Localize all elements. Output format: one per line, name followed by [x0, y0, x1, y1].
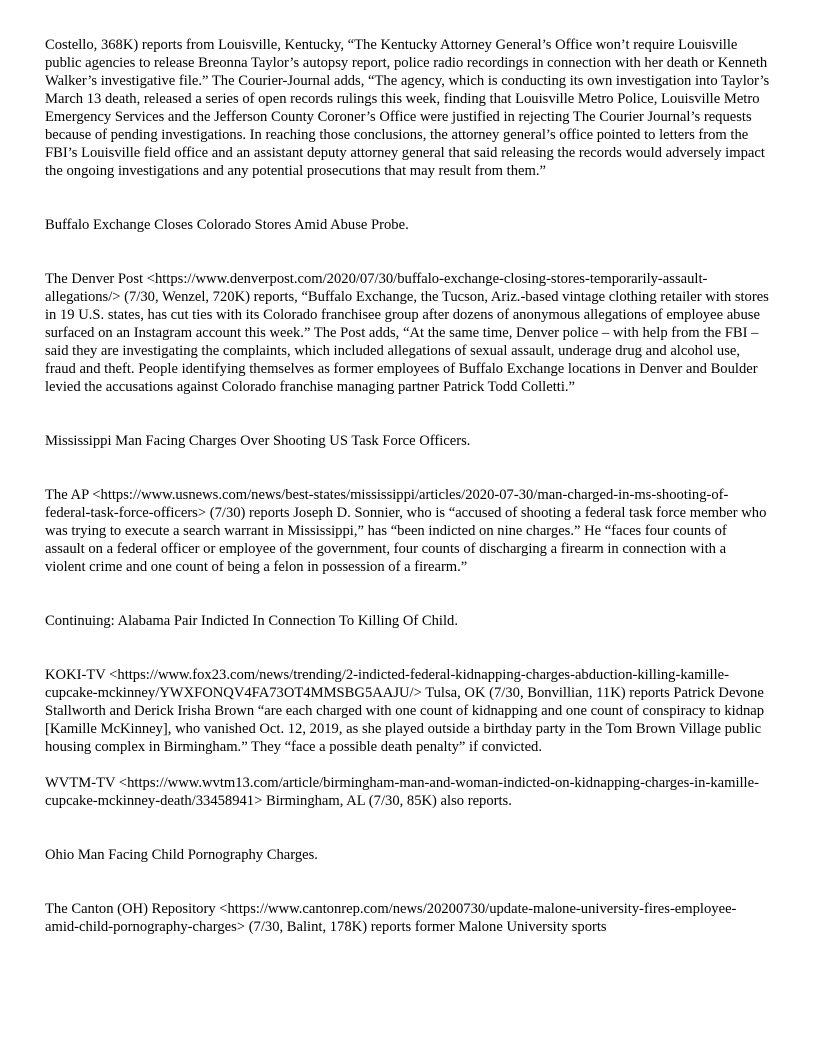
spacer	[45, 234, 770, 270]
headline-buffalo-exchange: Buffalo Exchange Closes Colorado Stores Amid Abuse Probe.	[45, 217, 409, 233]
article-paragraph-breonna-taylor: Costello, 368K) reports from Louisville, Kentucky, “The Kentucky Attorney General’s Office won’t require Louisville public agencies to release Breonna Taylor’s autopsy report, police radio recordings in connection with her death or Kenneth Walker’s investigative file.” The Courier-Journal adds, “The agency, which is conducting its own investigation into Taylor’s March 13 death, released a series of open records rulings this week, finding that Louisville Metro Police, Louisville Metro Emergency Services and the Jefferson County Coroner’s Office were justified in rejecting The Courier Journal’s requests because of pending investigations. In reaching those conclusions, the attorney general’s office pointed to letters from the FBI’s Louisville field office and an assistant deputy attorney general that said releasing the records would adversely impact the ongoing investigations and any potential prosecutions that may result from them.”	[45, 37, 770, 179]
spacer	[45, 450, 770, 486]
spacer	[45, 396, 770, 432]
headline-alabama-pair: Continuing: Alabama Pair Indicted In Connection To Killing Of Child.	[45, 613, 458, 629]
spacer	[45, 576, 770, 612]
spacer	[45, 810, 770, 846]
spacer	[45, 756, 770, 774]
spacer	[45, 180, 770, 216]
spacer	[45, 864, 770, 900]
article-paragraph-buffalo-exchange: The Denver Post <https://www.denverpost.com/2020/07/30/buffalo-exchange-closing-stores-temporarily-assault-allegations/> (7/30, Wenzel, 720K) reports, “Buffalo Exchange, the Tucson, Ariz.-based vintage clothing retailer with stores in 19 U.S. states, has cut ties with its Colorado franchisee group after dozens of anonymous allegations of employee abuse surfaced on an Instagram account this week.” The Post adds, “At the same time, Denver police – with help from the FBI – said they are investigating the complaints, which included allegations of sexual assault, underage drug and alcohol use, fraud and theft. People identifying themselves as former employees of Buffalo Exchange locations in Denver and Boulder levied the accusations against Colorado franchise managing partner Patrick Todd Colletti.”	[45, 271, 769, 395]
headline-ohio-man: Ohio Man Facing Child Pornography Charges.	[45, 847, 318, 863]
article-paragraph-mississippi-shooting: The AP <https://www.usnews.com/news/best-states/mississippi/articles/2020-07-30/man-charged-in-ms-shooting-of-federal-task-force-officers> (7/30) reports Joseph D. Sonnier, who is “accused of shooting a federal task force member who was trying to execute a search warrant in Mississippi,” has “been indicted on nine charges.” He “faces four counts of assault on a federal officer or employee of the government, four counts of discharging a firearm in connection with a violent crime and one count of being a felon in possession of a firearm.”	[45, 487, 767, 575]
document-page	[45, 36, 770, 936]
article-paragraph-canton-repository: The Canton (OH) Repository <https://www.cantonrep.com/news/20200730/update-malone-university-fires-employee-amid-child-pornography-charges> (7/30, Balint, 178K) reports former Malone University sports	[45, 901, 737, 935]
article-paragraph-koki-tv: KOKI-TV <https://www.fox23.com/news/trending/2-indicted-federal-kidnapping-charges-abduction-killing-kamille-cupcake-mckinney/YWXFONQV4FA73OT4MMSBG5AAJU/> Tulsa, OK (7/30, Bonvillian, 11K) reports Patrick Devone Stallworth and Derick Irisha Brown “are each charged with one count of kidnapping and one count of conspiracy to kidnap [Kamille McKinney], who vanished Oct. 12, 2019, as she played outside a birthday party in the Tom Brown Village public housing complex in Birmingham.” They “face a possible death penalty” if convicted.	[45, 667, 765, 755]
article-paragraph-wvtm-tv: WVTM-TV <https://www.wvtm13.com/article/birmingham-man-and-woman-indicted-on-kidnapping-charges-in-kamille-cupcake-mckinney-death/33458941> Birmingham, AL (7/30, 85K) also reports.	[45, 775, 759, 809]
spacer	[45, 630, 770, 666]
headline-mississippi-shooting: Mississippi Man Facing Charges Over Shooting US Task Force Officers.	[45, 433, 471, 449]
